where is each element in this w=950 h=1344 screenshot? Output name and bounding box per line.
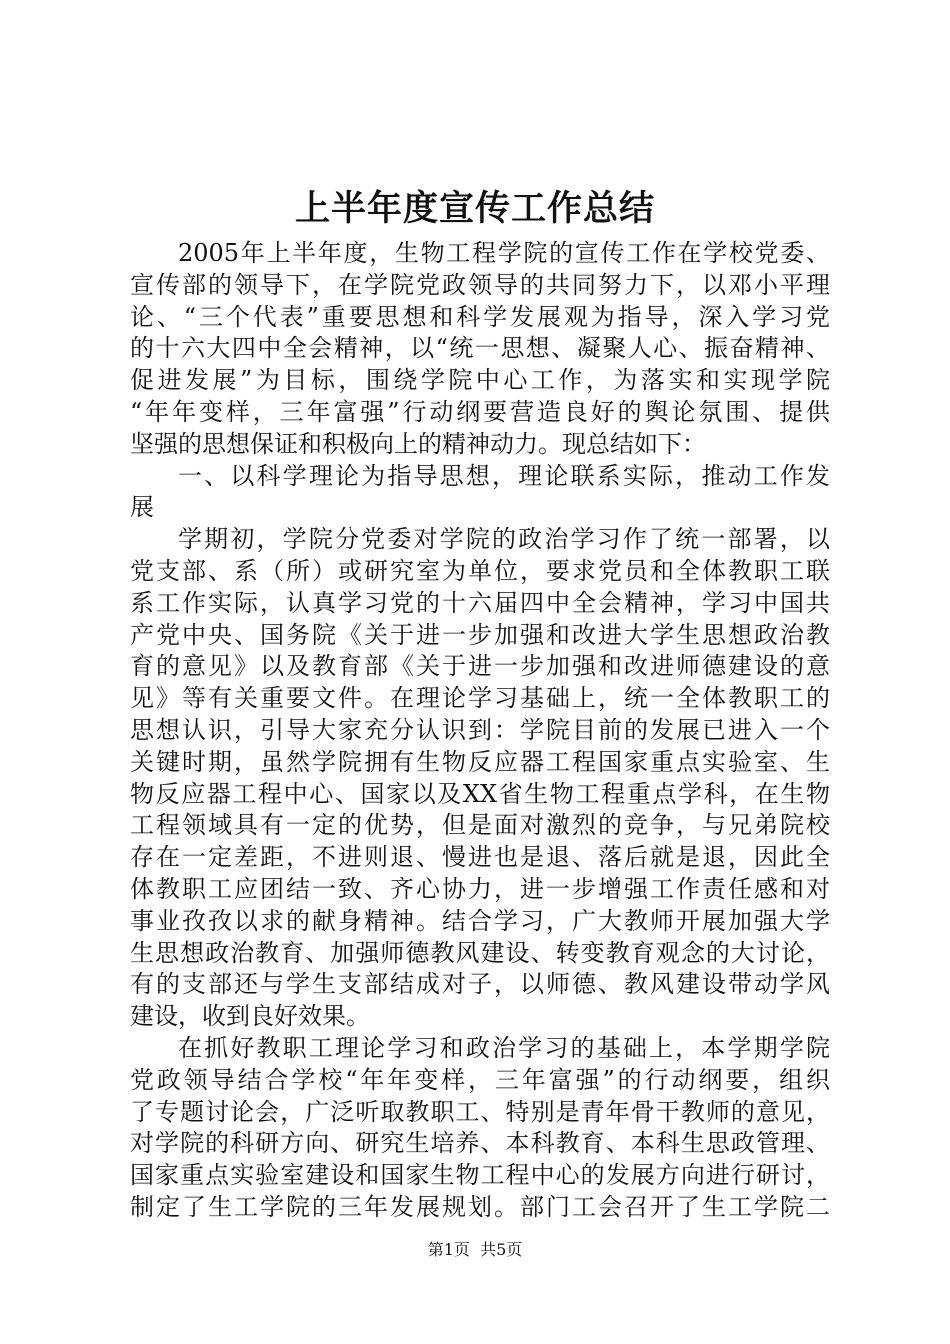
page-footer (0, 1239, 950, 1261)
body-line: “年年变样，三年富强”行动纲要营造良好的舆论氛围、提供 (130, 397, 830, 426)
body-line: 的十六大四中全会精神，以“统一思想、凝聚人心、振奋精神、 (130, 334, 830, 363)
body-line: 建设，收到良好效果。 (130, 1002, 370, 1031)
body-line: 学期初，学院分党委对学院的政治学习作了统一部署，以 (178, 525, 830, 554)
section-heading-line: 一、以科学理论为指导思想，理论联系实际，推动工作发 (178, 461, 830, 490)
body-line: 思想认识，引导大家充分认识到：学院目前的发展已进入一个 (130, 715, 830, 744)
body-line: 物反应器工程中心、国家以及XX省生物工程重点学科，在生物 (130, 779, 830, 808)
body-line: 了专题讨论会，广泛听取教职工、特别是青年骨干教师的意见， (130, 1097, 830, 1126)
body-line: 党政领导结合学校“年年变样，三年富强”的行动纲要，组织 (130, 1065, 830, 1094)
body-line: 2005年上半年度，生物工程学院的宣传工作在学校党委、 (178, 239, 830, 267)
body-line: 生思想政治教育、加强师德教风建设、转变教育观念的大讨论， (130, 938, 830, 967)
body-line: 宣传部的领导下，在学院党政领导的共同努力下，以邓小平理 (130, 270, 830, 299)
body-line: 制定了生工学院的三年发展规划。部门工会召开了生工学院二 (130, 1192, 830, 1221)
body-line: 体教职工应团结一致、齐心协力，进一步增强工作责任感和对 (130, 874, 830, 903)
body-line: 国家重点实验室建设和国家生物工程中心的发展方向进行研讨， (130, 1161, 830, 1190)
body-line: 工程领域具有一定的优势，但是面对激烈的竞争，与兄弟院校 (130, 811, 830, 840)
body-line: 党支部、系（所）或研究室为单位，要求党员和全体教职工联 (130, 556, 830, 585)
page-number: 第1页 (427, 1240, 470, 1259)
body-line: 论、“三个代表”重要思想和科学发展观为指导，深入学习党 (130, 302, 830, 331)
body-line: 有的支部还与学生支部结成对子，以师德、教风建设带动学风 (130, 970, 830, 999)
body-line: 在抓好教职工理论学习和政治学习的基础上，本学期学院 (178, 1033, 830, 1062)
body-line: 育的意见》以及教育部《关于进一步加强和改进师德建设的意 (130, 652, 830, 681)
body-line: 关键时期，虽然学院拥有生物反应器工程国家重点实验室、生 (130, 747, 830, 776)
body-line: 事业孜孜以求的献身精神。结合学习，广大教师开展加强大学 (130, 906, 830, 935)
body-line: 促进发展”为目标，围绕学院中心工作，为落实和实现学院 (130, 366, 830, 395)
body-line: 存在一定差距，不进则退、慢进也是退、落后就是退，因此全 (130, 843, 830, 872)
section-heading-line: 展 (130, 493, 154, 522)
body-line: 对学院的科研方向、研究生培养、本科教育、本科生思政管理、 (130, 1129, 830, 1158)
body-line: 产党中央、国务院《关于进一步加强和改进大学生思想政治教 (130, 620, 830, 649)
page-total: 共5页 (480, 1240, 523, 1259)
document-body (130, 238, 830, 1224)
document-title: 上半年度宣传工作总结 (294, 188, 655, 229)
body-line: 见》等有关重要文件。在理论学习基础上，统一全体教职工的 (130, 684, 830, 713)
body-line: 坚强的思想保证和积极向上的精神动力。现总结如下： (130, 429, 706, 458)
body-line: 系工作实际，认真学习党的十六届四中全会精神，学习中国共 (130, 588, 830, 617)
